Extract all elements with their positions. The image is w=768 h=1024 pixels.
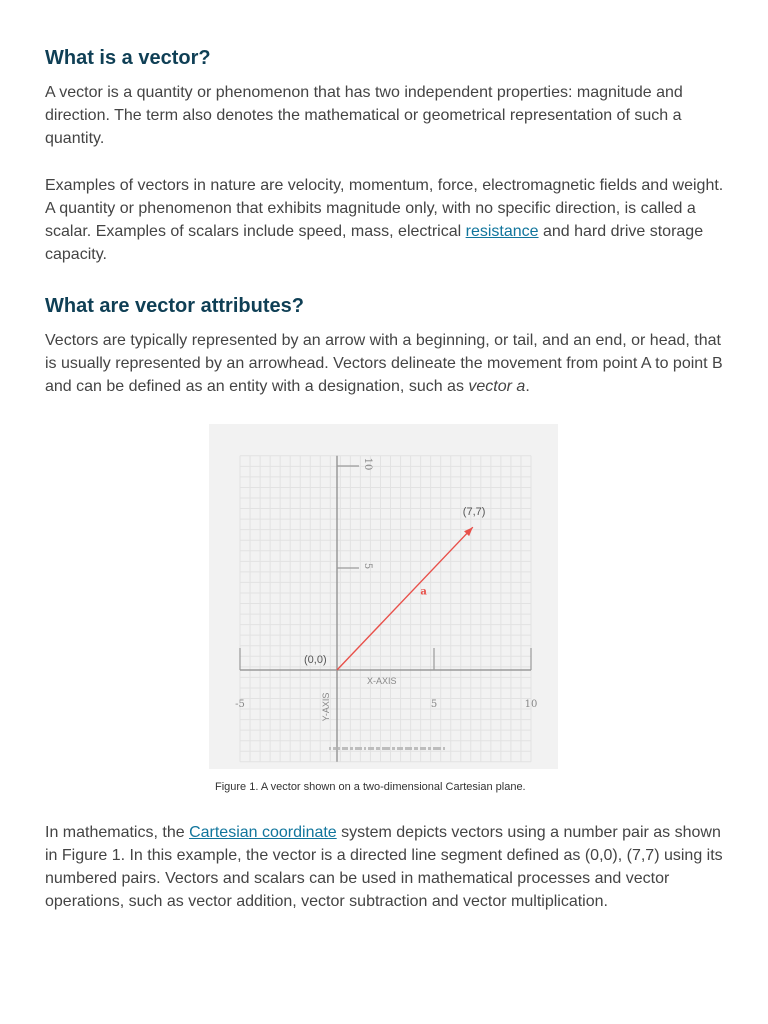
heading-vector-attributes: What are vector attributes? [45, 295, 304, 317]
figure-caption: Figure 1. A vector shown on a two-dimensional Cartesian plane. [215, 781, 526, 793]
resistance-link[interactable]: resistance [465, 223, 539, 240]
x-tick-label: 5 [430, 699, 438, 710]
y-axis-label: Y-AXIS [321, 692, 331, 722]
paragraph-vector-attributes: Vectors are typically represented by an arrow with a beginning, or tail, and an end, or head, that is usually represented by an arrowhead. Vectors delineate the movement from point A to point B and can be defined as an entity with a designation, such as vector a. [45, 332, 723, 395]
y-tick-label: 10 [362, 457, 373, 471]
cartesian-plane-chart [209, 424, 558, 769]
y-tick-label: 5 [362, 562, 373, 570]
vector-label: a [420, 586, 427, 598]
origin-label: (0,0) [304, 654, 327, 666]
grid-lines [240, 456, 531, 762]
x-tick-label: 10 [524, 699, 538, 710]
paragraph-cartesian: In mathematics, the Cartesian coordinate system depicts vectors using a number pair as shown in Figure 1. In this example, the vector is a directed line segment defined as (0,0), (7,7) using its numbered pairs. Vectors and scalars can be used in mathematical processes and vector operations, such as vector addition, vector subtraction and vector multiplication. [45, 824, 723, 910]
paragraph-vector-examples: Examples of vectors in nature are velocity, momentum, force, electromagnetic fields and weight. A quantity or phenomenon that exhibits magnitude only, with no specific direction, is called a scalar. Examples of scalars include speed, mass, electrical resistance and hard drive storage capacity. [45, 177, 724, 263]
x-axis-label: X-AXIS [367, 676, 397, 686]
cartesian-coordinate-link[interactable]: Cartesian coordinate [189, 824, 337, 841]
x-tick-label: -5 [235, 699, 245, 710]
paragraph-vector-definition: A vector is a quantity or phenomenon that has two independent properties: magnitude and direction. The term also denotes the mathematical or geometrical representation of such a quantity. [45, 84, 683, 147]
head-label: (7,7) [462, 506, 486, 519]
heading-what-is-a-vector: What is a vector? [45, 47, 211, 69]
vector-a-line [337, 527, 473, 670]
figure-cartesian-plane [209, 424, 558, 769]
copyright-watermark [329, 747, 445, 750]
axes [240, 456, 531, 762]
